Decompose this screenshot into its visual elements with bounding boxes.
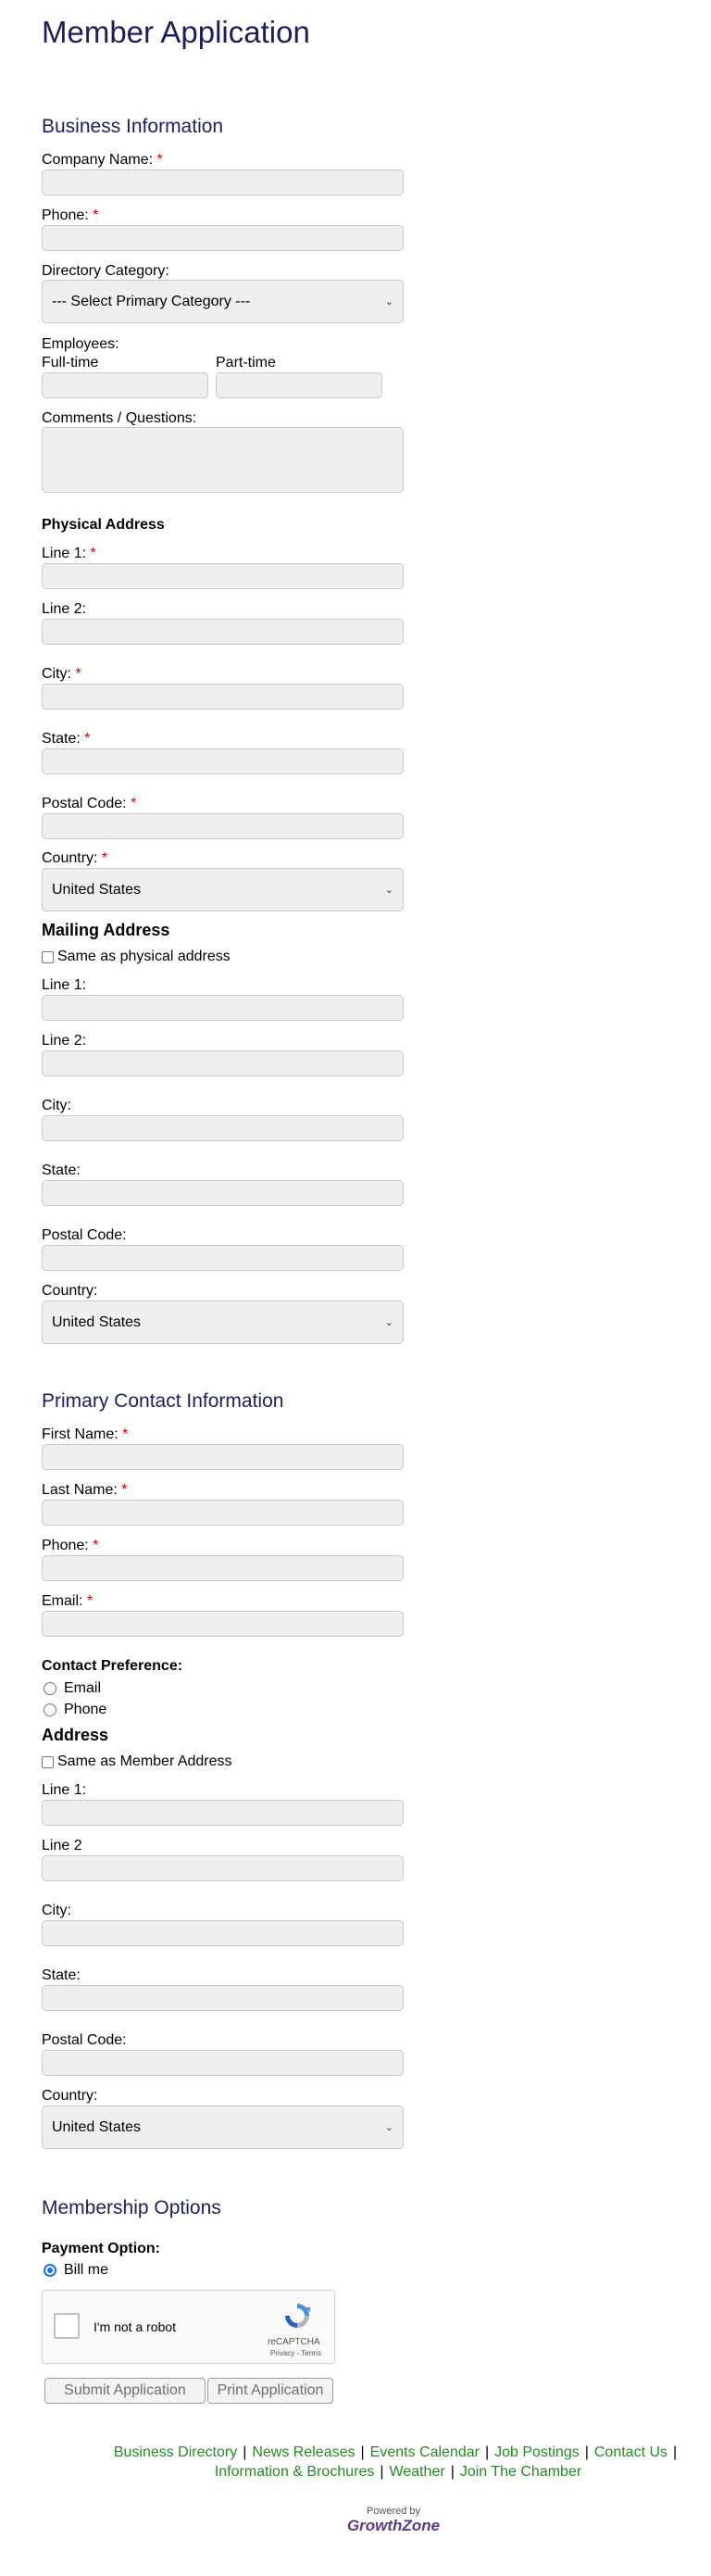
fulltime-label: Full-time [42, 355, 99, 371]
pref-phone-option[interactable] [44, 1702, 106, 1718]
business-info-heading: Business Information [42, 116, 224, 137]
mailing-country-value: United States [52, 1313, 142, 1330]
footer-separator: | [673, 2444, 678, 2460]
business-phone-input[interactable] [42, 225, 404, 251]
mailing-postal-label: Postal Code: [42, 1227, 127, 1243]
payment-option-label: Payment Option: [42, 2241, 161, 2256]
required-mark: * [156, 152, 163, 168]
recaptcha-logo-icon [281, 2300, 313, 2331]
contact-phone-input[interactable] [42, 1555, 404, 1581]
physical-state-label [42, 731, 91, 748]
recaptcha-links[interactable]: Privacy - Terms [270, 2349, 321, 2357]
employees-label: Employees: [42, 336, 119, 352]
contact-email-label [42, 1593, 93, 1610]
directory-category-value: --- Select Primary Category --- [52, 293, 251, 309]
contact-phone-label-text: Phone: [42, 1538, 89, 1553]
powered-by-logo[interactable] [343, 2506, 444, 2535]
pref-phone-label: Phone [64, 1702, 107, 1717]
footer-link-events-calendar[interactable]: Events Calendar [369, 2444, 480, 2460]
physical-postal-input[interactable] [42, 813, 404, 839]
footer-separator: | [243, 2444, 247, 2460]
contact-line1-input[interactable] [42, 1800, 404, 1826]
first-name-input[interactable] [42, 1444, 404, 1470]
pref-email-label: Email [64, 1680, 102, 1696]
physical-city-input[interactable] [42, 684, 404, 710]
directory-category-select[interactable] [42, 280, 404, 323]
contact-same-option[interactable] [42, 1753, 232, 1770]
footer-separator: | [484, 2444, 490, 2460]
physical-country-label [42, 850, 107, 867]
company-name-label-text: Company Name: [42, 152, 154, 168]
company-name-label [42, 152, 163, 169]
contact-postal-label: Postal Code: [42, 2032, 127, 2048]
recaptcha-brand: reCAPTCHA [268, 2337, 320, 2347]
print-application-button[interactable]: Print Application [207, 2378, 333, 2404]
mailing-country-label: Country: [42, 1283, 98, 1299]
contact-city-label: City: [42, 1903, 71, 1918]
contact-phone-label [42, 1538, 98, 1554]
mailing-state-input[interactable] [42, 1180, 404, 1206]
contact-country-value: United States [52, 2118, 142, 2135]
pref-phone-radio[interactable] [44, 1703, 56, 1716]
mailing-address-heading: Mailing Address [42, 921, 170, 939]
chevron-down-icon: ⌄ [384, 2122, 393, 2133]
mailing-line2-label: Line 2: [42, 1033, 87, 1049]
footer-link-information-brochures[interactable]: Information & Brochures [214, 2464, 375, 2480]
last-name-input[interactable] [42, 1500, 404, 1526]
footer-link-weather[interactable]: Weather [389, 2464, 445, 2480]
bill-me-label: Bill me [64, 2262, 109, 2278]
required-mark: * [93, 207, 99, 223]
mailing-city-label: City: [42, 1098, 71, 1113]
physical-country-select[interactable] [42, 868, 404, 911]
footer-link-join-the-chamber[interactable]: Join The Chamber [459, 2464, 582, 2480]
contact-same-label: Same as Member Address [57, 1753, 232, 1769]
physical-line1-input[interactable] [42, 563, 404, 589]
comments-textarea[interactable] [42, 427, 404, 493]
recaptcha-label: I'm not a robot [94, 2319, 177, 2334]
required-mark: * [93, 1538, 99, 1553]
comments-label: Comments / Questions: [42, 410, 197, 426]
contact-state-input[interactable] [42, 1985, 404, 2011]
submit-application-button[interactable]: Submit Application [44, 2378, 206, 2404]
footer-links [83, 2443, 711, 2482]
physical-postal-label-text: Postal Code: [42, 796, 127, 811]
required-mark: * [101, 850, 108, 866]
footer-link-news-releases[interactable]: News Releases [252, 2444, 356, 2460]
required-mark: * [90, 546, 96, 561]
contact-city-input[interactable] [42, 1920, 404, 1946]
mailing-line1-input[interactable] [42, 995, 404, 1021]
company-name-input[interactable] [42, 170, 404, 195]
required-mark: * [122, 1426, 129, 1442]
last-name-label [42, 1482, 128, 1499]
contact-line2-label: Line 2 [42, 1838, 82, 1853]
required-mark: * [75, 666, 81, 682]
chevron-down-icon: ⌄ [384, 885, 393, 896]
required-mark: * [131, 796, 137, 811]
physical-line2-label: Line 2: [42, 601, 87, 617]
primary-contact-heading: Primary Contact Information [42, 1390, 284, 1412]
page-title: Member Application [42, 15, 310, 49]
contact-email-label-text: Email: [42, 1593, 83, 1609]
physical-city-label [42, 666, 81, 683]
footer-separator: | [584, 2444, 589, 2460]
recaptcha-widget [42, 2290, 335, 2364]
growthzone-brand: GrowthZone [346, 2517, 441, 2534]
contact-postal-input[interactable] [42, 2050, 404, 2076]
footer-separator: | [380, 2464, 384, 2480]
parttime-employees-input[interactable] [216, 372, 382, 398]
parttime-label: Part-time [216, 355, 276, 371]
contact-address-heading: Address [42, 1726, 109, 1744]
footer-link-job-postings[interactable]: Job Postings [494, 2444, 580, 2460]
powered-by-text: Powered by [366, 2506, 421, 2517]
recaptcha-checkbox[interactable] [54, 2313, 80, 2339]
contact-preference-label: Contact Preference: [42, 1658, 183, 1674]
mailing-same-label: Same as physical address [57, 949, 231, 964]
mailing-same-option[interactable] [42, 949, 231, 965]
contact-line1-label: Line 1: [42, 1782, 87, 1798]
footer-link-business-directory[interactable]: Business Directory [113, 2444, 238, 2460]
physical-country-value: United States [52, 881, 142, 898]
contact-state-label: State: [42, 1967, 81, 1983]
first-name-label [42, 1426, 128, 1443]
mailing-same-checkbox[interactable] [42, 951, 54, 963]
physical-postal-label [42, 796, 136, 812]
mailing-country-select[interactable] [42, 1301, 404, 1344]
contact-country-select[interactable] [42, 2105, 404, 2149]
pref-email-option[interactable] [44, 1680, 101, 1697]
contact-country-label: Country: [42, 2088, 98, 2104]
physical-line2-input[interactable] [42, 619, 404, 645]
fulltime-employees-input[interactable] [42, 372, 208, 398]
physical-line1-label [42, 546, 96, 562]
first-name-label-text: First Name: [42, 1426, 118, 1442]
physical-address-heading: Physical Address [42, 517, 165, 533]
pref-email-radio[interactable] [44, 1682, 56, 1695]
mailing-line2-input[interactable] [42, 1050, 404, 1076]
required-mark: * [121, 1482, 128, 1498]
directory-category-label: Directory Category: [42, 263, 169, 279]
chevron-down-icon: ⌄ [384, 296, 393, 308]
required-mark: * [84, 731, 91, 747]
bill-me-option[interactable] [44, 2262, 108, 2279]
mailing-city-input[interactable] [42, 1115, 404, 1141]
business-phone-label-text: Phone: [42, 207, 89, 223]
last-name-label-text: Last Name: [42, 1482, 118, 1498]
contact-line2-input[interactable] [42, 1855, 404, 1881]
required-mark: * [86, 1593, 94, 1609]
physical-state-label-text: State: [42, 731, 81, 747]
contact-same-checkbox[interactable] [42, 1756, 54, 1768]
footer-separator: | [450, 2464, 455, 2480]
footer-separator: | [360, 2444, 365, 2460]
business-phone-label [42, 207, 98, 224]
physical-country-label-text: Country: [42, 850, 98, 866]
bill-me-radio[interactable] [44, 2264, 56, 2277]
membership-options-heading: Membership Options [42, 2197, 221, 2218]
chevron-down-icon: ⌄ [384, 1317, 393, 1328]
contact-email-input[interactable] [42, 1611, 404, 1637]
physical-line1-label-text: Line 1: [42, 546, 87, 561]
mailing-state-label: State: [42, 1162, 81, 1178]
mailing-line1-label: Line 1: [42, 977, 87, 993]
mailing-postal-input[interactable] [42, 1245, 404, 1271]
physical-city-label-text: City: [42, 666, 71, 682]
footer-link-contact-us[interactable]: Contact Us [593, 2444, 668, 2460]
physical-state-input[interactable] [42, 748, 404, 774]
